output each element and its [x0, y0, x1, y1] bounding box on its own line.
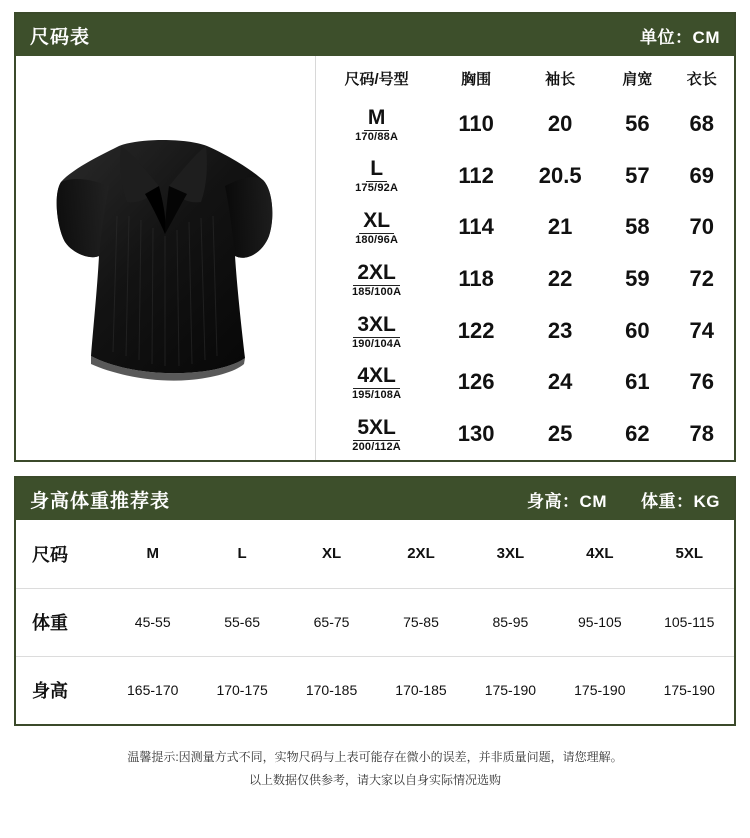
bust-value: 130 [457, 421, 495, 447]
table-row-weight [16, 588, 734, 656]
table-row-size [16, 520, 734, 588]
product-image-cell [16, 56, 316, 460]
sleeve-value: 20.5 [538, 162, 582, 188]
recommendation-card [14, 476, 736, 726]
unit-group [527, 487, 720, 512]
length-value: 70 [689, 214, 715, 240]
size-table-header-row [316, 56, 734, 98]
col-header-bust: 胸围 [461, 71, 492, 88]
size-cell [316, 253, 437, 305]
weight-value: 45-55 [108, 588, 197, 656]
col-header-sleeve: 袖长 [545, 71, 576, 88]
length-value: 69 [689, 162, 715, 188]
recommendation-header [16, 478, 734, 520]
shoulder-value: 56 [625, 110, 650, 136]
row-label-size: 尺码 [16, 520, 108, 588]
size-cell [316, 305, 437, 357]
size-name: 3XL [353, 314, 400, 338]
bust-value: 114 [458, 214, 494, 240]
col-header-shoulder: 肩宽 [622, 71, 653, 88]
table-row [316, 305, 734, 357]
weight-value: 65-75 [287, 588, 376, 656]
bust-value: 126 [457, 369, 495, 395]
table-row-height [16, 656, 734, 724]
recommendation-table [16, 520, 734, 724]
size-name: 4XL [353, 365, 400, 389]
note-line-2: 以上数据仅供参考，请大家以自身实际情况选购 [248, 772, 501, 787]
size-cell [316, 150, 437, 202]
shoulder-value: 62 [625, 421, 650, 447]
shirt-icon [47, 124, 285, 392]
height-value: 175-190 [574, 682, 626, 699]
row-label-height: 身高 [32, 681, 68, 702]
weight-value: 85-95 [466, 588, 555, 656]
sleeve-value: 24 [547, 369, 573, 395]
size-value: 4XL [555, 520, 644, 588]
bust-value: 112 [458, 162, 494, 188]
row-label-weight: 体重 [16, 588, 108, 656]
table-row [316, 253, 734, 305]
length-value: 78 [689, 421, 715, 447]
size-name: M [364, 107, 390, 131]
height-value: 175-190 [663, 682, 715, 699]
height-value: 170-175 [216, 682, 268, 699]
size-name: XL [359, 210, 394, 234]
shoulder-value: 59 [625, 265, 650, 291]
size-value: L [197, 520, 286, 588]
size-value: 3XL [466, 520, 555, 588]
size-value: 2XL [376, 520, 465, 588]
size-name: L [366, 158, 387, 182]
shoulder-value: 57 [625, 162, 650, 188]
size-name: 5XL [353, 417, 400, 441]
size-code: 190/104A [351, 337, 402, 350]
size-cell [316, 357, 437, 409]
size-value: XL [287, 520, 376, 588]
height-value: 170-185 [305, 682, 358, 699]
bust-value: 118 [458, 265, 494, 291]
size-measurements-table [316, 56, 734, 460]
size-chart-unit-label: 单位：CM [640, 27, 720, 47]
size-code: 175/92A [355, 182, 399, 195]
note-line-1: 温馨提示:因测量方式不同，实物尺码与上表可能存在微小的误差，并非质量问题，请您理解。 [127, 750, 623, 764]
shirt-illustration [47, 124, 285, 392]
sleeve-value: 22 [547, 265, 573, 291]
size-cell [316, 408, 437, 460]
size-cell [316, 98, 437, 150]
weight-unit-label: 体重：KG [641, 491, 720, 511]
footer-notes [14, 736, 736, 792]
weight-value: 105-115 [645, 588, 734, 656]
shoulder-value: 61 [625, 369, 650, 395]
weight-value: 75-85 [376, 588, 465, 656]
table-row [316, 408, 734, 460]
size-chart-card [14, 12, 736, 462]
sleeve-value: 21 [547, 214, 573, 240]
height-value: 175-190 [484, 682, 537, 699]
recommendation-title: 身高体重推荐表 [30, 490, 171, 512]
weight-value: 95-105 [555, 588, 644, 656]
table-row [316, 98, 734, 150]
size-chart-body [16, 56, 734, 460]
size-code: 195/108A [351, 389, 402, 402]
length-value: 68 [689, 110, 715, 136]
size-code: 185/100A [351, 285, 402, 298]
height-value: 165-170 [127, 682, 179, 699]
table-row [316, 201, 734, 253]
sleeve-value: 25 [547, 421, 573, 447]
height-value: 170-185 [395, 682, 447, 699]
bust-value: 110 [458, 110, 494, 136]
table-row [316, 150, 734, 202]
length-value: 74 [689, 317, 715, 343]
sleeve-value: 23 [547, 317, 573, 343]
col-header-size: 尺码/号型 [344, 71, 409, 88]
size-chart-header [16, 14, 734, 56]
shoulder-value: 60 [625, 317, 650, 343]
length-value: 72 [689, 265, 715, 291]
size-value: M [108, 520, 197, 588]
length-value: 76 [689, 369, 715, 395]
sleeve-value: 20 [547, 110, 573, 136]
size-code: 200/112A [352, 441, 401, 454]
size-chart-title: 尺码表 [30, 26, 91, 48]
bust-value: 122 [457, 317, 495, 343]
weight-value: 55-65 [197, 588, 286, 656]
size-cell [316, 201, 437, 253]
size-code: 170/88A [355, 130, 399, 143]
size-name: 2XL [353, 262, 400, 286]
col-header-length: 衣长 [686, 71, 717, 88]
height-unit-label: 身高：CM [527, 491, 607, 511]
table-row [316, 357, 734, 409]
shoulder-value: 58 [625, 214, 650, 240]
size-code: 180/96A [355, 234, 399, 247]
size-value: 5XL [645, 520, 734, 588]
